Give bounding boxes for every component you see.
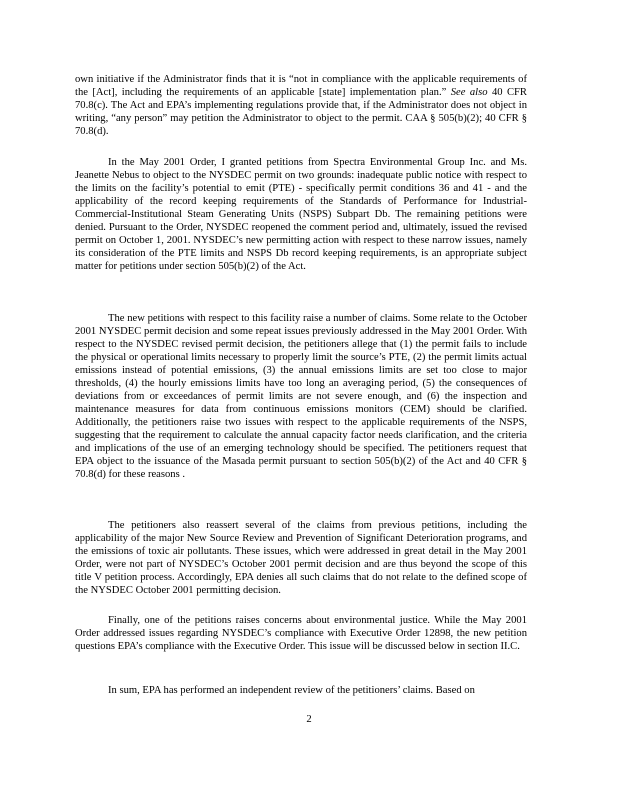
paragraph-reassert-claims: The petitioners also reassert several of the claims from previous petitions, including the applicability of the major New Source Review and Prevention of Significant Deterioration programs, and the emissions of toxic air pollutants. These issues, which were addressed in great detail in the May 2001 Order, were not part of NYSDEC’s October 2001 permit decision and are thus beyond the scope of this title V petition process. Accordingly, EPA denies all such claims that do not relate to the defined scope of the NYSDEC October 2001 permitting decision.: [75, 520, 527, 596]
paragraph-continuation: [75, 73, 527, 138]
paragraph-may-2001-order: In the May 2001 Order, I granted petitions from Spectra Environmental Group Inc. and Ms. Jeanette Nebus to object to the NYSDEC permit on two grounds: inadequate public notice with respect to the limits on the facility’s potential to emit (PTE) - specifically permit conditions 36 and 41 - and the applicability of the record keeping requirements of the Standards of Performance for Industrial-Commercial-Institutional Steam Generating Units (NSPS) Subpart Db. The remaining petitions were denied. Pursuant to the Order, NYSDEC reopened the comment period and, ultimately, issued the revised permit on October 1, 2001. NYSDEC’s new permitting action with respect to these narrow issues, namely its consideration of the PTE limits and NSPS Db record keeping requirements, is an appropriate subject matter for petitions under section 505(b)(2) of the Act.: [75, 157, 527, 272]
page-number: 2: [306, 714, 312, 725]
paragraph-in-sum: In sum, EPA has performed an independent review of the petitioners’ claims. Based on: [108, 685, 475, 696]
paragraph-new-petitions: The new petitions with respect to this facility raise a number of claims. Some relate to the October 2001 NYSDEC permit decision and some repeat issues previously addressed in the May 2001 Order. With respect to the NYSDEC revised permit decision, the petitioners allege that (1) the permit fails to include the physical or operational limits necessary to properly limit the source’s PTE, (2) the permit limits actual emissions instead of potential emissions, (3) the annual emissions limits are set too close to major thresholds, (4) the hourly emissions limits have too long an averaging period, (5) the consequences of deviations from or exceedances of permit limits are not severe enough, and (6) the inspection and maintenance measures for data from continuous emissions monitors (CEM) should be clarified. Additionally, the petitioners raise two issues with respect to the applicable requirements of the NSPS, suggesting that the requirement to calculate the annual capacity factor needs clarification, and the criteria and implications of the use of an emerging technology should be specified. The petitioners request that EPA object to the issuance of the Masada permit pursuant to section 505(b)(2) of the Act and 40 CFR § 70.8(d) for these reasons .: [75, 313, 527, 480]
paragraph-1-text-b: 40 CFR 70.8(c). The Act and EPA’s implementing regulations provide that, if the Administrator does not object in writing, “any person” may petition the Administrator to object to the permit. CAA § 505(b)(2); 40 CFR § 70.8(d).: [75, 87, 527, 137]
paragraph-environmental-justice: Finally, one of the petitions raises concerns about environmental justice. While the May 2001 Order addressed issues regarding NYSDEC’s compliance with Executive Order 12898, the new petition questions EPA’s compliance with the Executive Order. This issue will be discussed below in section II.C.: [75, 615, 527, 652]
paragraph-1-see-also: See also: [450, 87, 488, 98]
paragraph-1-text-a: own initiative if the Administrator finds that it is “not in compliance with the applicable requirements of the [Act], including the requirements of an applicable [state] implementation plan.”: [75, 74, 527, 98]
